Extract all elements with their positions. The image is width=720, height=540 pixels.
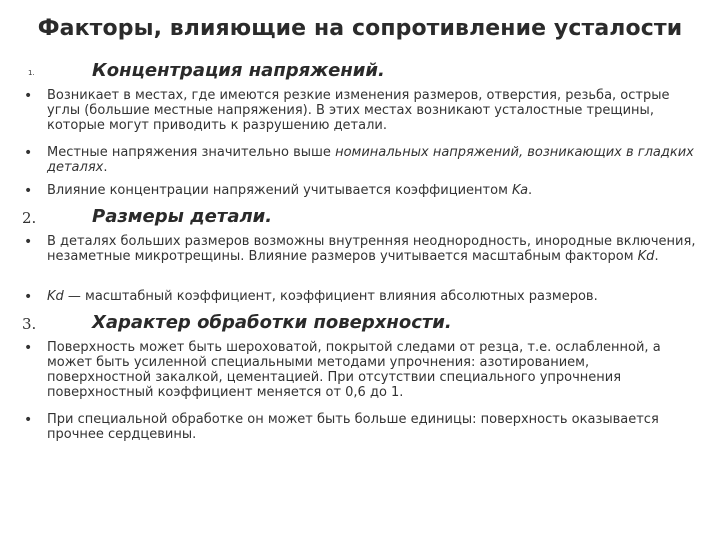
- bullet-icon: •: [24, 340, 33, 356]
- bullet-icon: •: [24, 183, 33, 199]
- bullet-text: Возникает в местах, где имеются резкие изменения размеров, отверстия, резьба, острые углы (большие местные напряжения). В этих местах возникают усталостные трещины, которые могут приводить к разрушению детали.: [47, 88, 670, 133]
- bullet-icon: •: [24, 234, 33, 250]
- bullet-icon: •: [24, 88, 33, 104]
- bullet-text: Kd — масштабный коэффициент, коэффициент влияния абсолютных размеров.: [47, 289, 598, 304]
- section-heading: Характер обработки поверхности.: [92, 312, 452, 333]
- section-heading: Концентрация напряжений.: [92, 60, 385, 81]
- bullet-text: В деталях больших размеров возможны внутренняя неоднородность, инородные включения, незаметные микротрещины. Влияние размеров учитывается масштабным фактором Kd.: [47, 234, 696, 264]
- section-number: 3.: [22, 315, 37, 333]
- section-heading: Размеры детали.: [92, 206, 273, 227]
- bullet-icon: •: [24, 145, 33, 161]
- bullet-text: Местные напряжения значительно выше номинальных напряжений, возникающих в гладких деталях.: [47, 145, 694, 175]
- bullet-icon: •: [24, 412, 33, 428]
- slide-title: Факторы, влияющие на сопротивление усталости: [37, 16, 683, 41]
- bullet-text: Поверхность может быть шероховатой, покрытой следами от резца, т.е. ослабленной, а может быть усиленной специальными методами упрочнения: азотированием, поверхностной закалкой, цементацией. При отсутствии специального упрочнения поверхностный коэффициент меняется от 0,6 до 1.: [47, 340, 661, 400]
- bullet-icon: •: [24, 289, 33, 305]
- bullet-text: При специальной обработке он может быть больше единицы: поверхность оказывается прочнее сердцевины.: [47, 412, 659, 442]
- section-number: 1.: [28, 69, 35, 77]
- section-number: 2.: [22, 209, 37, 227]
- bullet-text: Влияние концентрации напряжений учитывается коэффициентом Ka.: [47, 183, 533, 198]
